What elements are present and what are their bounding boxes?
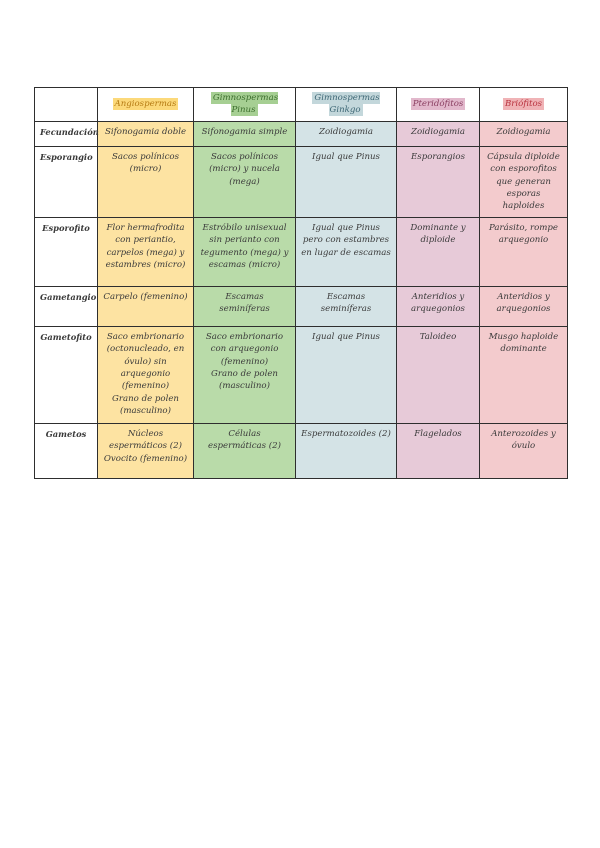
header-gimnospermas-ginkgo [296, 88, 397, 122]
header-empty-cell [35, 88, 98, 122]
table-cell: Anteridios y arquegonios [480, 286, 568, 326]
row-label: Gametofito [35, 326, 98, 423]
header-pteridofitos [397, 88, 480, 122]
table-row-gametangio [35, 286, 568, 326]
table-cell: Sacos polínicos (micro) [98, 146, 194, 217]
table-cell: Flagelados [397, 423, 480, 478]
table-cell: Musgo haploide dominante [480, 326, 568, 423]
table-cell: Flor hermafrodita con periantio, carpelos (mega) y estambres (micro) [98, 217, 194, 286]
table-cell: Escamas seminíferas [296, 286, 397, 326]
header-label: Angiospermas [114, 99, 177, 110]
row-label: Fecundación [35, 121, 98, 146]
table-cell: Escamas seminíferas [194, 286, 296, 326]
table-cell: Esporangios [397, 146, 480, 217]
table-cell: Cápsula diploide con esporofitos que generan esporas haploides [480, 146, 568, 217]
table-cell: Parásito, rompe arquegonio [480, 217, 568, 286]
table-cell: Carpelo (femenino) [98, 286, 194, 326]
row-label: Gametangio [35, 286, 98, 326]
table-cell: Igual que Pinus pero con estambres en lugar de escamas [296, 217, 397, 286]
header-briofitos [480, 88, 568, 122]
table-row-esporangio [35, 146, 568, 217]
table-cell: Zoidiogamia [397, 121, 480, 146]
header-gimnospermas-pinus [194, 88, 296, 122]
table-cell: Dominante y diploide [397, 217, 480, 286]
table-cell: Zoidiogamia [296, 121, 397, 146]
table-cell: Zoidiogamia [480, 121, 568, 146]
table-cell: Células espermáticas (2) [194, 423, 296, 478]
row-label: Esporofito [35, 217, 98, 286]
table-cell: Sacos polínicos (micro) y nucela (mega) [194, 146, 296, 217]
table-cell: Núcleos espermáticos (2) Ovocito (femenino) [98, 423, 194, 478]
table-cell: Igual que Pinus [296, 146, 397, 217]
table-cell: Estróbilo unisexual sin perianto con tegumento (mega) y escamas (micro) [194, 217, 296, 286]
header-label: Gimnospermas Ginkgo [314, 93, 380, 116]
header-label: Briófitos [504, 99, 543, 110]
table-row-esporofito [35, 217, 568, 286]
table-cell: Taloideo [397, 326, 480, 423]
table-cell: Igual que Pinus [296, 326, 397, 423]
table-cell: Sifonogamia simple [194, 121, 296, 146]
table-cell: Saco embrionario con arquegonio (femenino) Grano de polen (masculino) [194, 326, 296, 423]
table-cell: Espermatozoides (2) [296, 423, 397, 478]
table-cell: Anteridios y arquegonios [397, 286, 480, 326]
table-row-gametofito [35, 326, 568, 423]
header-angiospermas [98, 88, 194, 122]
table-cell: Anterozoides y óvulo [480, 423, 568, 478]
table-cell: Sifonogamia doble [98, 121, 194, 146]
header-label: Pteridófitos [412, 99, 464, 110]
row-label: Gametos [35, 423, 98, 478]
table-row-fecundacion [35, 121, 568, 146]
table-cell: Saco embrionario (octonucleado, en óvulo) sin arquegonio (femenino) Grano de polen (masculino) [98, 326, 194, 423]
comparison-table [34, 87, 568, 479]
row-label: Esporangio [35, 146, 98, 217]
header-row [35, 88, 568, 122]
table-row-gametos [35, 423, 568, 478]
header-label: Gimnospermas Pinus [212, 93, 279, 116]
